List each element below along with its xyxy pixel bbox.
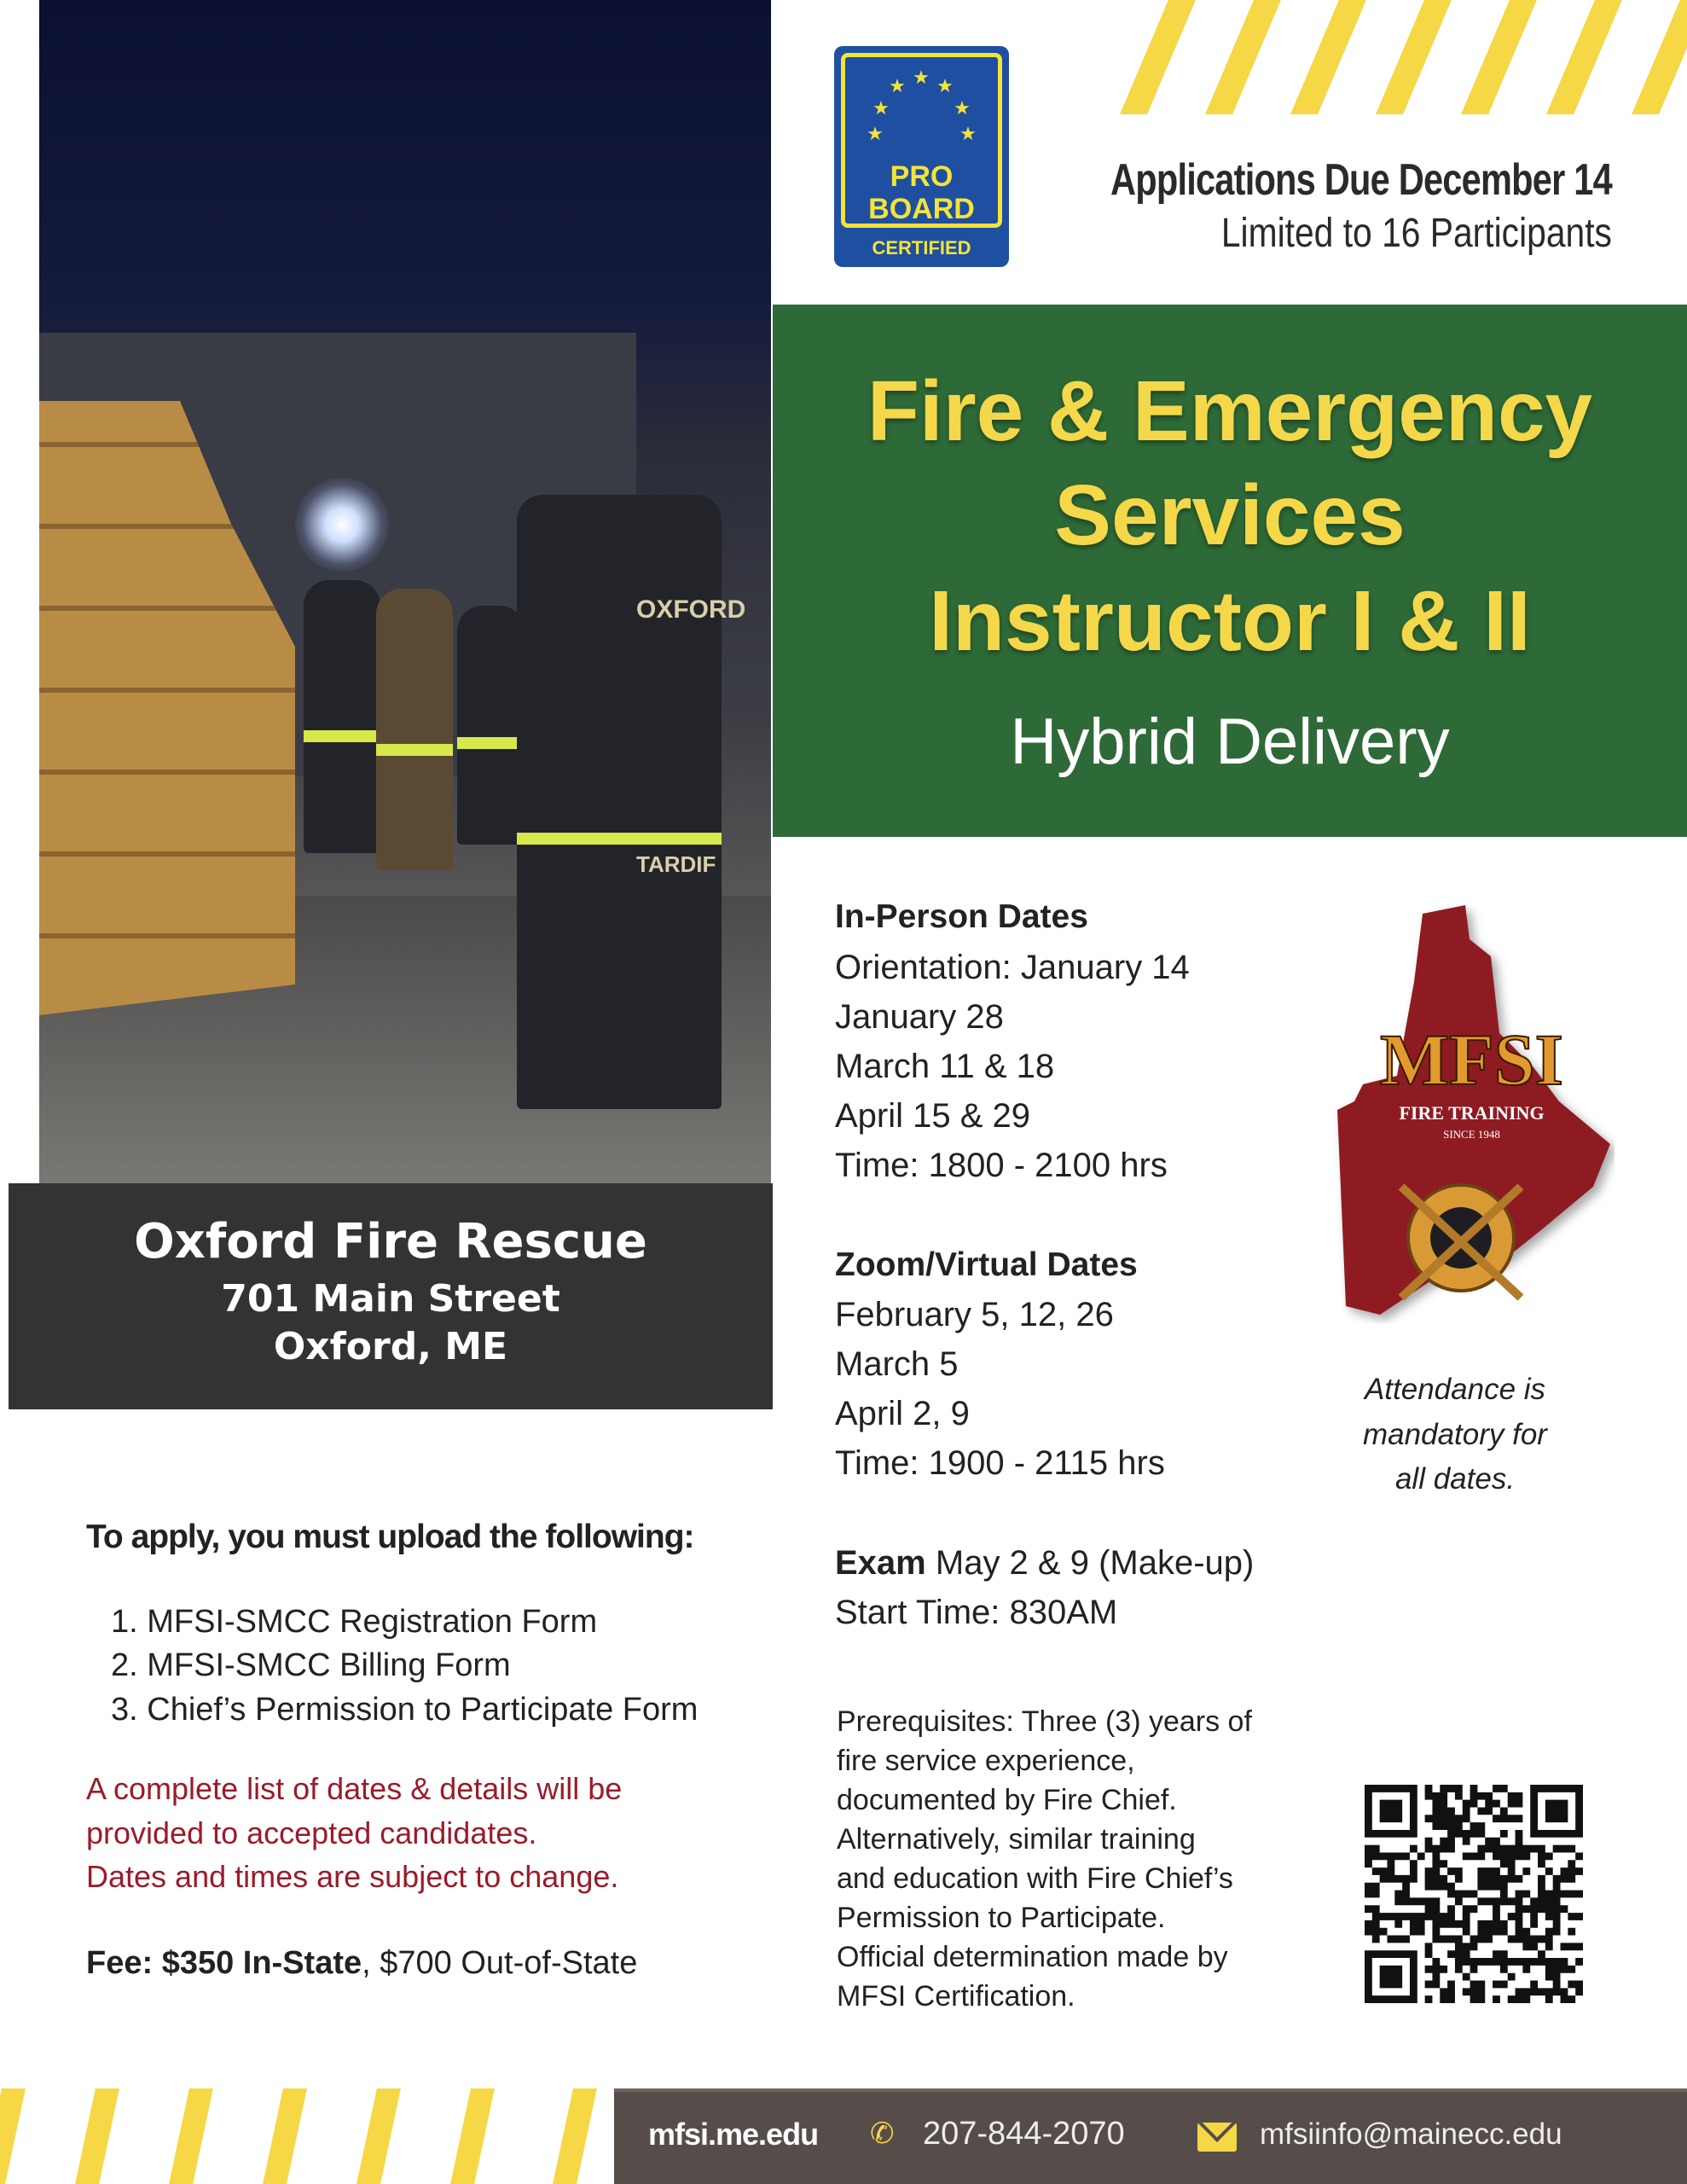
prereq-line: fire service experience,	[837, 1745, 1135, 1777]
title-banner	[773, 305, 1687, 837]
virtual-time: Time: 1900 - 2115 hrs	[835, 1444, 1165, 1482]
prerequisites	[837, 1702, 1252, 2016]
website-link[interactable]: mfsi.me.edu	[648, 2117, 819, 2152]
location-box	[9, 1183, 773, 1409]
name-tag: TARDIF	[636, 851, 716, 877]
prereq-line: Alternatively, similar training	[837, 1823, 1196, 1856]
title-line-3: Instructor I & II	[929, 573, 1531, 669]
logo-tagline: FIRE TRAINING	[1399, 1102, 1545, 1124]
application-deadline: Applications Due December 14	[1110, 155, 1612, 205]
virtual-line: April 2, 9	[835, 1395, 970, 1432]
svg-text:★: ★	[872, 97, 890, 119]
mfsi-logo	[1329, 905, 1615, 1323]
mail-icon	[1197, 2123, 1237, 2152]
svg-text:★: ★	[954, 97, 971, 119]
phone-icon: ✆	[870, 2117, 895, 2151]
virtual-heading: Zoom/Virtual Dates	[835, 1246, 1138, 1283]
exam-label: Exam	[835, 1544, 926, 1582]
location-street: 701 Main Street	[221, 1277, 560, 1321]
prereq-line: Prerequisites: Three (3) years of	[837, 1705, 1252, 1738]
prereq-line: MFSI Certification.	[837, 1980, 1075, 2013]
prereq-line: Official determination made by	[837, 1941, 1228, 1973]
prereq-line: Permission to Participate.	[837, 1902, 1166, 1934]
contact-footer	[614, 2088, 1687, 2184]
qr-modules	[1365, 1785, 1583, 2003]
apply-heading: To apply, you must upload the following:	[86, 1519, 694, 1555]
badge-pro: PRO	[890, 160, 954, 193]
prereq-line: and education with Fire Chief’s	[837, 1862, 1233, 1895]
pro-board-badge	[834, 46, 1009, 267]
subtitle: Hybrid Delivery	[1010, 706, 1450, 778]
training-photo	[39, 0, 771, 1183]
fee-out-of-state: , $700 Out-of-State	[362, 1945, 638, 1981]
participant-limit: Limited to 16 Participants	[1220, 211, 1612, 256]
attendance-note: all dates.	[1394, 1462, 1516, 1496]
bottom-stripes	[0, 2088, 614, 2184]
svg-text:★: ★	[959, 123, 977, 144]
fee-in-state: Fee: $350 In-State	[86, 1945, 362, 1981]
jacket-text: OXFORD	[636, 595, 746, 624]
exam-dates: May 2 & 9 (Make-up)	[935, 1544, 1255, 1582]
title-line-1: Fire & Emergency	[867, 363, 1593, 459]
dates-note: provided to accepted candidates.	[86, 1815, 537, 1850]
top-stripes	[1086, 0, 1687, 114]
in-person-time: Time: 1800 - 2100 hrs	[835, 1147, 1168, 1184]
attendance-note: Attendance is	[1364, 1373, 1546, 1406]
location-name: Oxford Fire Rescue	[134, 1214, 647, 1269]
stars-icon	[834, 55, 1009, 157]
logo-since: SINCE 1948	[1443, 1128, 1500, 1141]
svg-text:★: ★	[889, 75, 906, 96]
apply-item: 3. Chief’s Permission to Participate Form	[111, 1692, 699, 1728]
in-person-line: March 11 & 18	[835, 1048, 1055, 1085]
dates-note: Dates and times are subject to change.	[86, 1859, 619, 1894]
badge-board: BOARD	[868, 193, 975, 225]
svg-text:★: ★	[936, 75, 954, 96]
svg-text:★: ★	[913, 67, 930, 88]
phone-number[interactable]: 207-844-2070	[923, 2116, 1125, 2152]
qr-code[interactable]	[1365, 1785, 1583, 2003]
logo-mfsi: MFSI	[1380, 1019, 1563, 1101]
in-person-line: January 28	[835, 998, 1004, 1036]
exam-line	[835, 1546, 1254, 1580]
svg-text:★: ★	[867, 123, 884, 144]
email-link[interactable]: mfsiinfo@mainecc.edu	[1260, 2117, 1562, 2151]
attendance-note: mandatory for	[1363, 1418, 1547, 1451]
title-line-2: Services	[1054, 468, 1406, 563]
in-person-line: Orientation: January 14	[835, 949, 1190, 986]
badge-certified: CERTIFIED	[872, 237, 971, 258]
fee	[86, 1947, 637, 1979]
in-person-line: April 15 & 29	[835, 1097, 1031, 1135]
prereq-line: documented by Fire Chief.	[837, 1784, 1177, 1816]
apply-item: 2. MFSI-SMCC Billing Form	[111, 1647, 511, 1683]
in-person-heading: In-Person Dates	[835, 898, 1088, 935]
location-city: Oxford, ME	[273, 1325, 508, 1368]
dates-note: A complete list of dates & details will be	[86, 1771, 623, 1806]
exam-start: Start Time: 830AM	[835, 1594, 1118, 1631]
virtual-line: February 5, 12, 26	[835, 1296, 1114, 1333]
virtual-line: March 5	[835, 1345, 959, 1383]
apply-item: 1. MFSI-SMCC Registration Form	[111, 1604, 598, 1640]
